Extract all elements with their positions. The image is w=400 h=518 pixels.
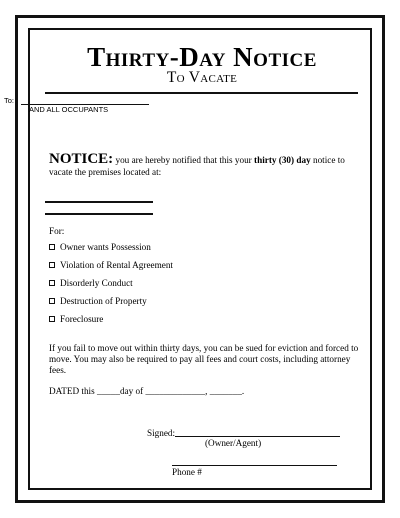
reasons-label: For:	[49, 226, 65, 236]
notice-heading: NOTICE:	[49, 151, 114, 167]
notice-text-before: you are hereby notified that this your	[113, 155, 255, 165]
notice-text-bold: thirty (30) day	[254, 155, 311, 165]
occupants-label: AND ALL OCCUPANTS	[29, 105, 109, 114]
address-line-1[interactable]	[45, 201, 153, 203]
signature-line[interactable]	[175, 436, 340, 437]
title-divider	[45, 92, 358, 94]
dated-line[interactable]: DATED this _____day of _____________, _______.	[49, 386, 245, 396]
checkbox-icon[interactable]	[49, 280, 55, 286]
notice-form	[28, 28, 372, 490]
phone-line[interactable]	[172, 465, 337, 466]
notice-text-after: notice to vacate the premises located at:	[49, 155, 345, 177]
reason-label: Owner wants Possession	[60, 242, 151, 252]
to-label: To:	[4, 96, 15, 105]
reason-label: Foreclosure	[60, 314, 104, 324]
checkbox-icon[interactable]	[49, 244, 55, 250]
eviction-warning: If you fail to move out within thirty days, you can be sued for eviction and forced to move. You may also be required to pay all fees and court costs, including attorney fees.	[49, 343, 359, 375]
reason-label: Destruction of Property	[60, 296, 147, 306]
reason-owner-possession[interactable]	[49, 238, 173, 256]
reason-foreclosure[interactable]	[49, 310, 173, 328]
reason-label: Violation of Rental Agreement	[60, 260, 173, 270]
checkbox-icon[interactable]	[49, 316, 55, 322]
reason-violation[interactable]	[49, 256, 173, 274]
reason-label: Disorderly Conduct	[60, 278, 133, 288]
checkbox-icon[interactable]	[49, 298, 55, 304]
signed-label: Signed:	[147, 428, 176, 438]
owner-agent-label: (Owner/Agent)	[205, 438, 262, 448]
form-title: Thirty-Day Notice	[87, 42, 317, 72]
reason-disorderly[interactable]	[49, 274, 173, 292]
address-line-2[interactable]	[45, 213, 153, 215]
form-subtitle: To Vacate	[166, 69, 238, 86]
notice-paragraph	[49, 151, 367, 178]
reasons-list	[49, 238, 173, 328]
phone-label: Phone #	[172, 467, 202, 477]
reason-destruction[interactable]	[49, 292, 173, 310]
checkbox-icon[interactable]	[49, 262, 55, 268]
